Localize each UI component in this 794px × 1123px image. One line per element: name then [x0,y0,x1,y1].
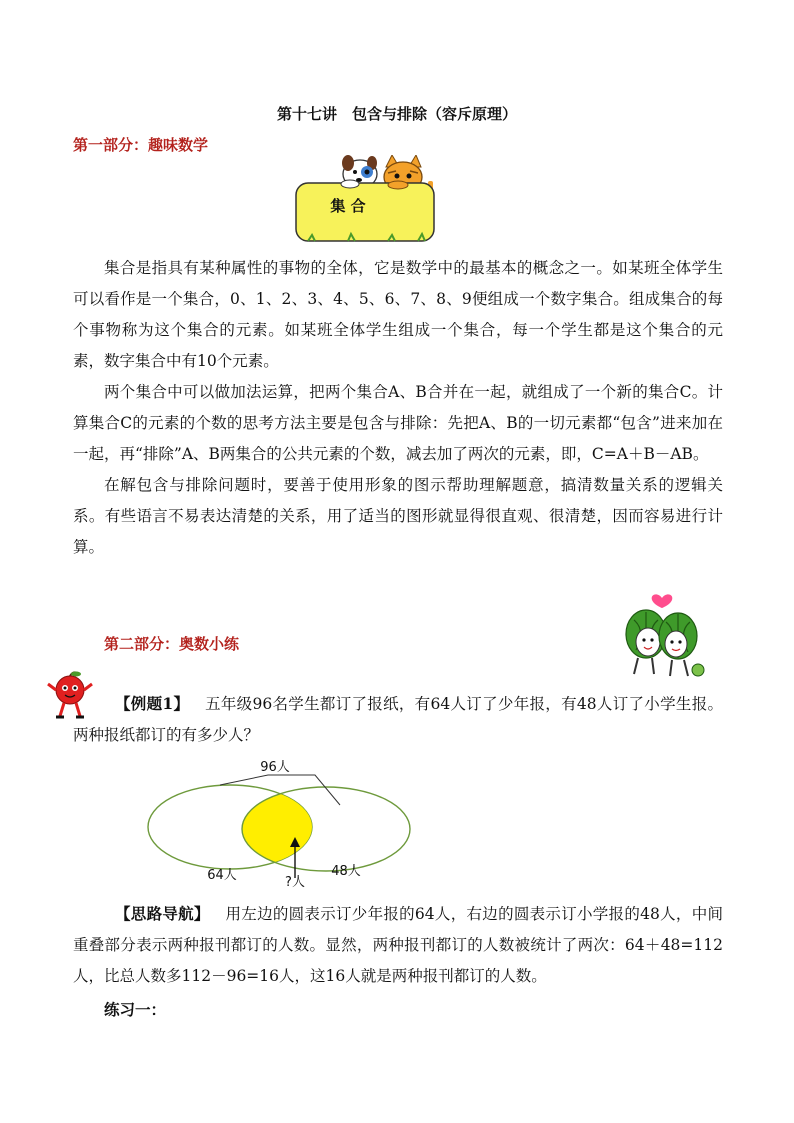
part2-heading: 第二部分：奥数小练 [104,635,240,653]
hint-label: 【思路导航】 [115,904,210,923]
intro-text [73,253,723,563]
page-title: 第十七讲 包含与排除（容斥原理） [276,105,517,123]
right-label: 48人 [331,864,361,879]
melon-mascots-illustration [618,590,710,682]
intro-paragraph-2: 两个集合中可以做加法运算，把两个集合A、B合并在一起，就组成了一个新的集合C。计算集合C的元素的个数的思考方法主要是包含与排除：先把A、B的一切元素都“包含”进来加在一起，再“排除”A、B两集合的公共元素的个数，减去加了两次的元素，即，C=A＋B－AB。 [73,383,723,463]
melon-mascot-right-icon [659,613,697,659]
heart-icon [652,594,673,608]
overlap-label: ?人 [285,875,305,890]
hint-text: 用左边的圆表示订少年报的64人，右边的圆表示订小学报的48人，中间重叠部分表示两种报刊都订的人数。显然，两种报刊都订的人数被统计了两次：64＋48=112人，比总人数多112－96=16人，这16人就是两种报刊都订的人数。 [73,905,723,985]
set-sign-illustration [288,155,440,247]
intro-paragraph-3: 在解包含与排除问题时，要善于使用形象的图示帮助理解题意，搞清数量关系的逻辑关系。有些语言不易表达清楚的关系，用了适当的图形就显得很直观、很清楚，因而容易进行计算。 [73,476,723,556]
venn-diagram [140,755,420,890]
hint [73,898,723,992]
exercise1-heading: 练习一： [104,1000,167,1019]
example1-text: 五年级96名学生都订了报纸，有64人订了少年报，有48人订了小学生报。两种报纸都订的有多少人？ [73,695,723,744]
example1-label: 【例题1】 [115,694,190,713]
part1-heading: 第一部分：趣味数学 [73,136,209,154]
intro-paragraph-1: 集合是指具有某种属性的事物的全体，它是数学中的最基本的概念之一。如某班全体学生可以看作是一个集合，0、1、2、3、4、5、6、7、8、9便组成一个数字集合。组成集合的每个事物称为这个集合的元素。如某班全体学生组成一个集合，每一个学生都是这个集合的元素，数字集合中有10个元素。 [73,259,723,370]
left-label: 64人 [207,868,237,883]
total-label: 96人 [260,760,290,775]
sign-label: 集 合 [330,197,366,215]
example1 [73,688,723,751]
